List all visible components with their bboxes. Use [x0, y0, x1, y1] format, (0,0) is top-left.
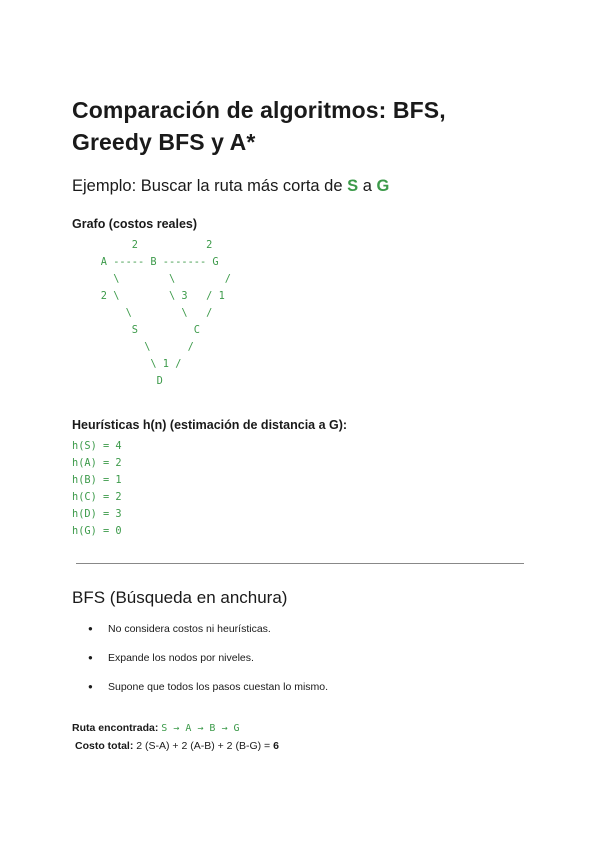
cost-value: 6: [273, 740, 279, 752]
heuristics-code-block: h(S) = 4 h(A) = 2 h(B) = 1 h(C) = 2 h(D) = 3 h(G) = 0: [72, 440, 122, 537]
bfs-heading: BFS (Búsqueda en anchura): [72, 588, 288, 607]
total-cost: [75, 740, 279, 752]
list-item: ● Expande los nodos por niveles.: [88, 651, 488, 680]
bfs-bullet-list: [88, 622, 488, 709]
example-prefix: Ejemplo: Buscar la ruta más corta de: [72, 177, 348, 195]
route-value: S → A → B → G: [161, 723, 240, 734]
route-label: Ruta encontrada:: [72, 722, 159, 734]
list-item: ● No considera costos ni heurísticas.: [88, 622, 488, 651]
heuristics-heading: Heurísticas h(n) (estimación de distancia a G):: [72, 418, 348, 432]
list-item: ● Supone que todos los pasos cuestan lo mismo.: [88, 680, 488, 709]
example-heading: [72, 177, 389, 196]
route-found: [72, 722, 240, 734]
goal-node: G: [376, 177, 390, 195]
section-divider: [76, 563, 524, 564]
cost-expression: 2 (S-A) + 2 (A-B) + 2 (B-G) =: [133, 740, 274, 752]
start-node: S: [347, 177, 359, 195]
graph-ascii-diagram: 2 2 A ----- B ------- G \ \ / 2 \ \ 3 / 1 \ \ / S C \ / \ 1 / D: [100, 239, 231, 387]
graph-heading: Grafo (costos reales): [72, 217, 198, 231]
example-connector: a: [358, 177, 377, 195]
cost-label: Costo total:: [75, 740, 134, 752]
page-title: Comparación de algoritmos: BFS, Greedy BFS y A*: [72, 97, 446, 155]
